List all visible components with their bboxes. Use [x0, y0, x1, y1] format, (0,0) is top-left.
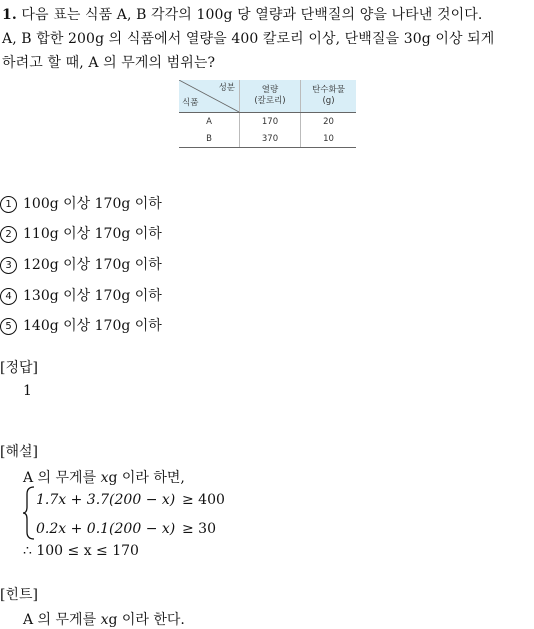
cell-calories: 170	[240, 113, 301, 131]
option-text: 140g 이상 170g 이하	[23, 318, 162, 334]
nutrition-table	[179, 80, 356, 148]
equation-1-rhs: ≥ 400	[182, 492, 225, 508]
cell-food: A	[179, 113, 240, 131]
answer-value: 1	[23, 383, 32, 399]
header-calories-label: 열량	[261, 85, 279, 95]
question-line-3: 하려고 할 때, A 의 무게의 범위는?	[2, 55, 216, 71]
option-text: 110g 이상 170g 이하	[23, 226, 162, 242]
option-4[interactable]	[0, 285, 162, 305]
equation-2	[36, 521, 175, 537]
explanation-conclusion: ∴ 100 ≤ x ≤ 170	[23, 543, 139, 559]
cell-amount: 20	[323, 116, 334, 127]
equation-2-rhs: ≥ 30	[182, 521, 216, 537]
equation-2-lhs: 0.2x + 0.1(200 − x)	[36, 521, 176, 537]
question-line-2: A, B 합한 200g 의 식품에서 열량을 400 칼로리 이상, 단백질을 30g 이상 되게	[2, 31, 495, 47]
question-number: 1.	[2, 7, 17, 23]
variable-x: x	[100, 612, 109, 628]
table-header-row	[179, 80, 356, 113]
hint-label: [힌트]	[0, 587, 38, 603]
option-number-circle: 2	[0, 226, 17, 243]
question-text-1: 다음 표는 식품 A, B 각각의 100g 당 열량과 단백질의 양을 나타낸 것이다.	[21, 7, 483, 23]
option-text: 100g 이상 170g 이하	[23, 196, 162, 212]
explanation-intro	[23, 467, 185, 487]
cell-calories: 370	[240, 130, 301, 148]
option-number-circle: 4	[0, 288, 17, 305]
cell-food: B	[179, 130, 240, 148]
explanation-intro-post: g 이라 하면,	[108, 470, 185, 486]
hint-text	[23, 609, 185, 629]
hint-text-post: g 이라 한다.	[108, 612, 185, 628]
answer-label: [정답]	[0, 360, 38, 376]
table-row	[179, 113, 356, 131]
equation-1	[36, 492, 175, 508]
cell-amount: 10	[301, 130, 357, 148]
option-1[interactable]	[0, 193, 162, 213]
option-number-circle: 5	[0, 318, 17, 335]
option-2[interactable]	[0, 223, 162, 243]
option-3[interactable]	[0, 254, 162, 274]
explanation-label: [해설]	[0, 444, 38, 460]
header-calories-unit: (칼로리)	[254, 96, 286, 106]
hint-text-pre: A 의 무게를	[23, 612, 101, 628]
variable-x: x	[100, 470, 109, 486]
system-brace	[22, 486, 36, 540]
corner-label-food: 식품	[182, 98, 199, 108]
header-amount-unit: (g)	[322, 96, 335, 106]
equation-1-lhs: 1.7x + 3.7(200 − x)	[36, 492, 176, 508]
table-row	[179, 130, 356, 148]
explanation-intro-pre: A 의 무게를	[23, 470, 101, 486]
table-corner-cell	[179, 80, 240, 113]
option-5[interactable]	[0, 315, 162, 335]
question-line-1	[2, 4, 482, 24]
table-header-calories	[240, 80, 301, 113]
option-text: 120g 이상 170g 이하	[23, 257, 162, 273]
table-header-amount	[301, 80, 357, 113]
option-number-circle: 1	[0, 196, 17, 213]
option-text: 130g 이상 170g 이하	[23, 288, 162, 304]
corner-label-ingredient: 성분	[218, 83, 235, 93]
option-number-circle: 3	[0, 257, 17, 274]
header-amount-label: 탄수화물	[312, 85, 345, 95]
